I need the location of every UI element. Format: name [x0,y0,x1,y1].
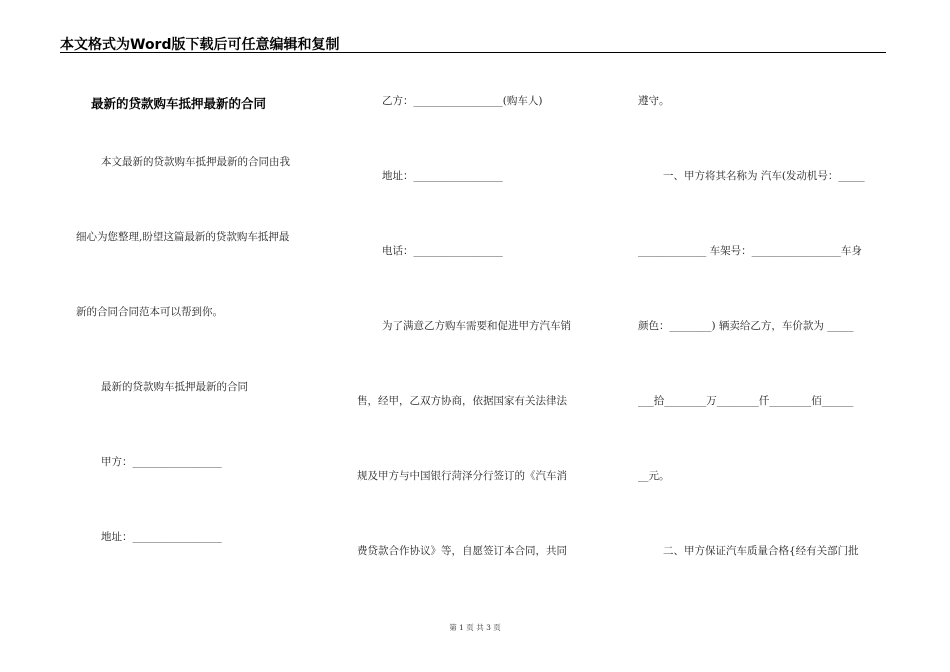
text-line: 售，经甲，乙双方协商，依据国家有关法律法 [357,395,567,407]
text-line: 遵守。 [638,95,670,107]
party-a-field: 甲方：_________________ [101,456,222,468]
text-line: 一、甲方将其名称为 汽车(发动机号：_____ [663,170,865,182]
text-line: 颜色：________) 辆卖给乙方，车价款为 _____ [638,320,854,332]
text-line: 最新的贷款购车抵押最新的合同 [101,381,248,393]
document-title: 最新的贷款购车抵押最新的合同 [91,96,267,111]
text-line: 本文最新的贷款购车抵押最新的合同由我 [101,156,290,168]
party-b-address-field: 地址：_________________ [382,170,503,182]
page-footer: 第 1 页 共 3 页 [449,623,501,632]
text-line: 新的合同合同范本可以帮到你。 [76,306,223,318]
text-line: 二、甲方保证汽车质量合格{经有关部门批 [663,545,859,557]
text-line: ___拾________万________仟________佰______ [638,395,854,407]
text-line: __元。 [638,470,670,482]
text-line: _____________ 车架号：_________________车身 [638,245,862,257]
party-a-address-field: 地址：_________________ [101,531,222,543]
header-divider [60,52,886,53]
text-line: 费贷款合作协议》等，自愿签订本合同，共同 [357,545,567,557]
text-line: 细心为您整理,盼望这篇最新的贷款购车抵押最 [76,231,290,243]
party-b-field: 乙方：_________________(购车人) [382,95,543,107]
party-b-phone-field: 电话：_________________ [382,245,503,257]
text-line: 为了满意乙方购车需要和促进甲方汽车销 [382,320,571,332]
text-line: 规及甲方与中国银行菏泽分行签订的《汽车消 [357,470,567,482]
page-header-title: 本文格式为Word版下载后可任意编辑和复制 [60,37,340,53]
